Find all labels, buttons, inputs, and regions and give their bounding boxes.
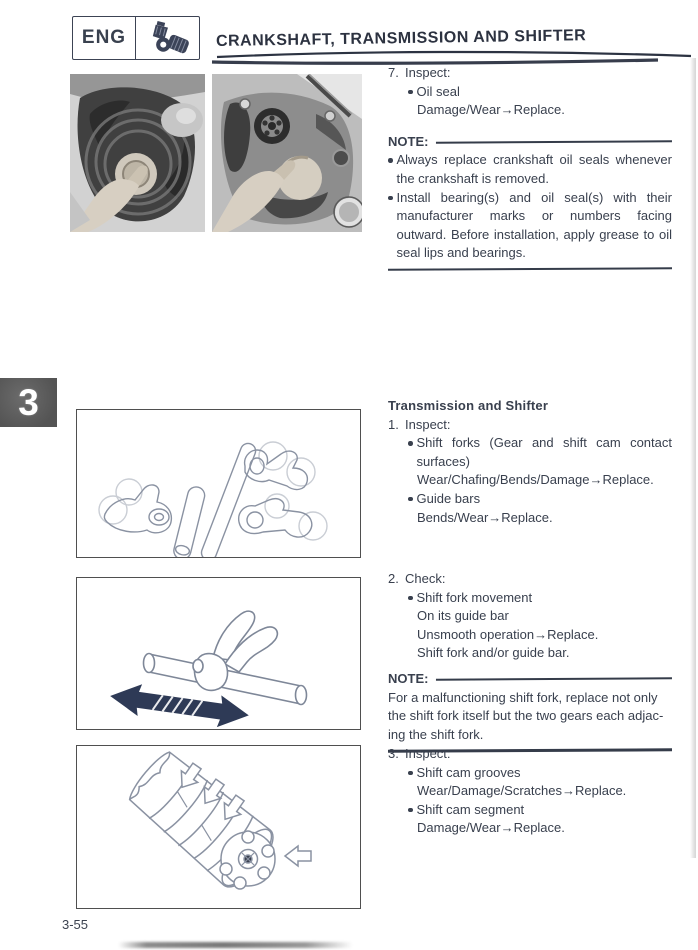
note-rule <box>436 140 672 152</box>
page-title: CRANKSHAFT, TRANSMISSION AND SHIFTER <box>215 27 587 50</box>
note-shift-fork-line-3: ing the shift fork. <box>388 726 484 742</box>
step-1-bullet-1: Shift forks (Gear and shift cam contact surfaces) <box>408 434 672 471</box>
figure-shift-cam <box>76 745 361 909</box>
note-shift-fork-line-2: the shift fork itself but the two gears each adjac- <box>388 708 664 724</box>
chapter-tab-label: 3 <box>18 382 39 423</box>
step-3-result-2: Damage/Wear→Replace. <box>417 820 565 836</box>
step-2-section <box>388 570 672 752</box>
figure-shift-fork-movement <box>76 577 361 730</box>
step-3-bullet-2: Shift cam segment <box>408 801 672 820</box>
transmission-section <box>388 397 672 527</box>
step-3-result-1: Wear/Damage/Scratches→Replace. <box>417 783 627 799</box>
step-1: 1. Inspect: <box>388 416 451 432</box>
transmission-heading: Transmission and Shifter <box>388 398 549 413</box>
figure-shift-forks <box>76 409 361 558</box>
step-2-sub-2: Unsmooth operation→Replace. <box>417 626 599 642</box>
note-oil-seal-item-2: Install bearing(s) and oil seal(s) with their manufacturer marks or numbers facing outward. Before installation, apply grease to oil seal lips and bearings. <box>388 189 672 263</box>
step-3: 3. Inspect: <box>388 746 451 761</box>
step-3-bullet-1: Shift cam grooves <box>408 764 672 783</box>
page-number: 3-55 <box>62 917 89 932</box>
page-edge-shadow <box>690 58 696 858</box>
eng-badge <box>72 16 200 60</box>
step-2: 2. Check: <box>388 571 446 586</box>
photo-crankcase-right <box>212 74 362 232</box>
oil-seal-section <box>388 64 672 270</box>
scan-smudge <box>118 942 353 948</box>
photo-crankcase-left <box>70 74 205 232</box>
note-rule <box>436 677 672 689</box>
note-oil-seal-heading: NOTE: <box>388 133 672 152</box>
step-7-result: Damage/Wear→Replace. <box>417 102 565 118</box>
note-shift-fork-heading: NOTE: <box>388 670 672 689</box>
step-7-bullet: Oil seal <box>408 83 672 102</box>
step-2-bullet-1: Shift fork movement <box>408 589 672 608</box>
step-2-sub-3: Shift fork and/or guide bar. <box>417 645 570 661</box>
note-oil-seal-item-1: Always replace crankshaft oil seals whenever the crankshaft is removed. <box>388 151 672 188</box>
note-end-rule <box>388 267 672 270</box>
step-7: 7. Inspect: <box>388 65 451 80</box>
step-2-sub-1: On its guide bar <box>417 608 509 624</box>
step-1-result-2: Bends/Wear→Replace. <box>417 509 553 525</box>
step-1-bullet-2: Guide bars <box>408 490 672 509</box>
step-1-result-1: Wear/Chafing/Bends/Damage→Replace. <box>417 472 654 488</box>
chapter-tab <box>0 378 57 427</box>
crankshaft-part-icon <box>136 17 199 59</box>
note-shift-fork-line-1: For a malfunctioning shift fork, replace not only <box>388 689 658 705</box>
eng-badge-label: ENG <box>73 17 136 59</box>
step-3-section <box>388 745 672 838</box>
